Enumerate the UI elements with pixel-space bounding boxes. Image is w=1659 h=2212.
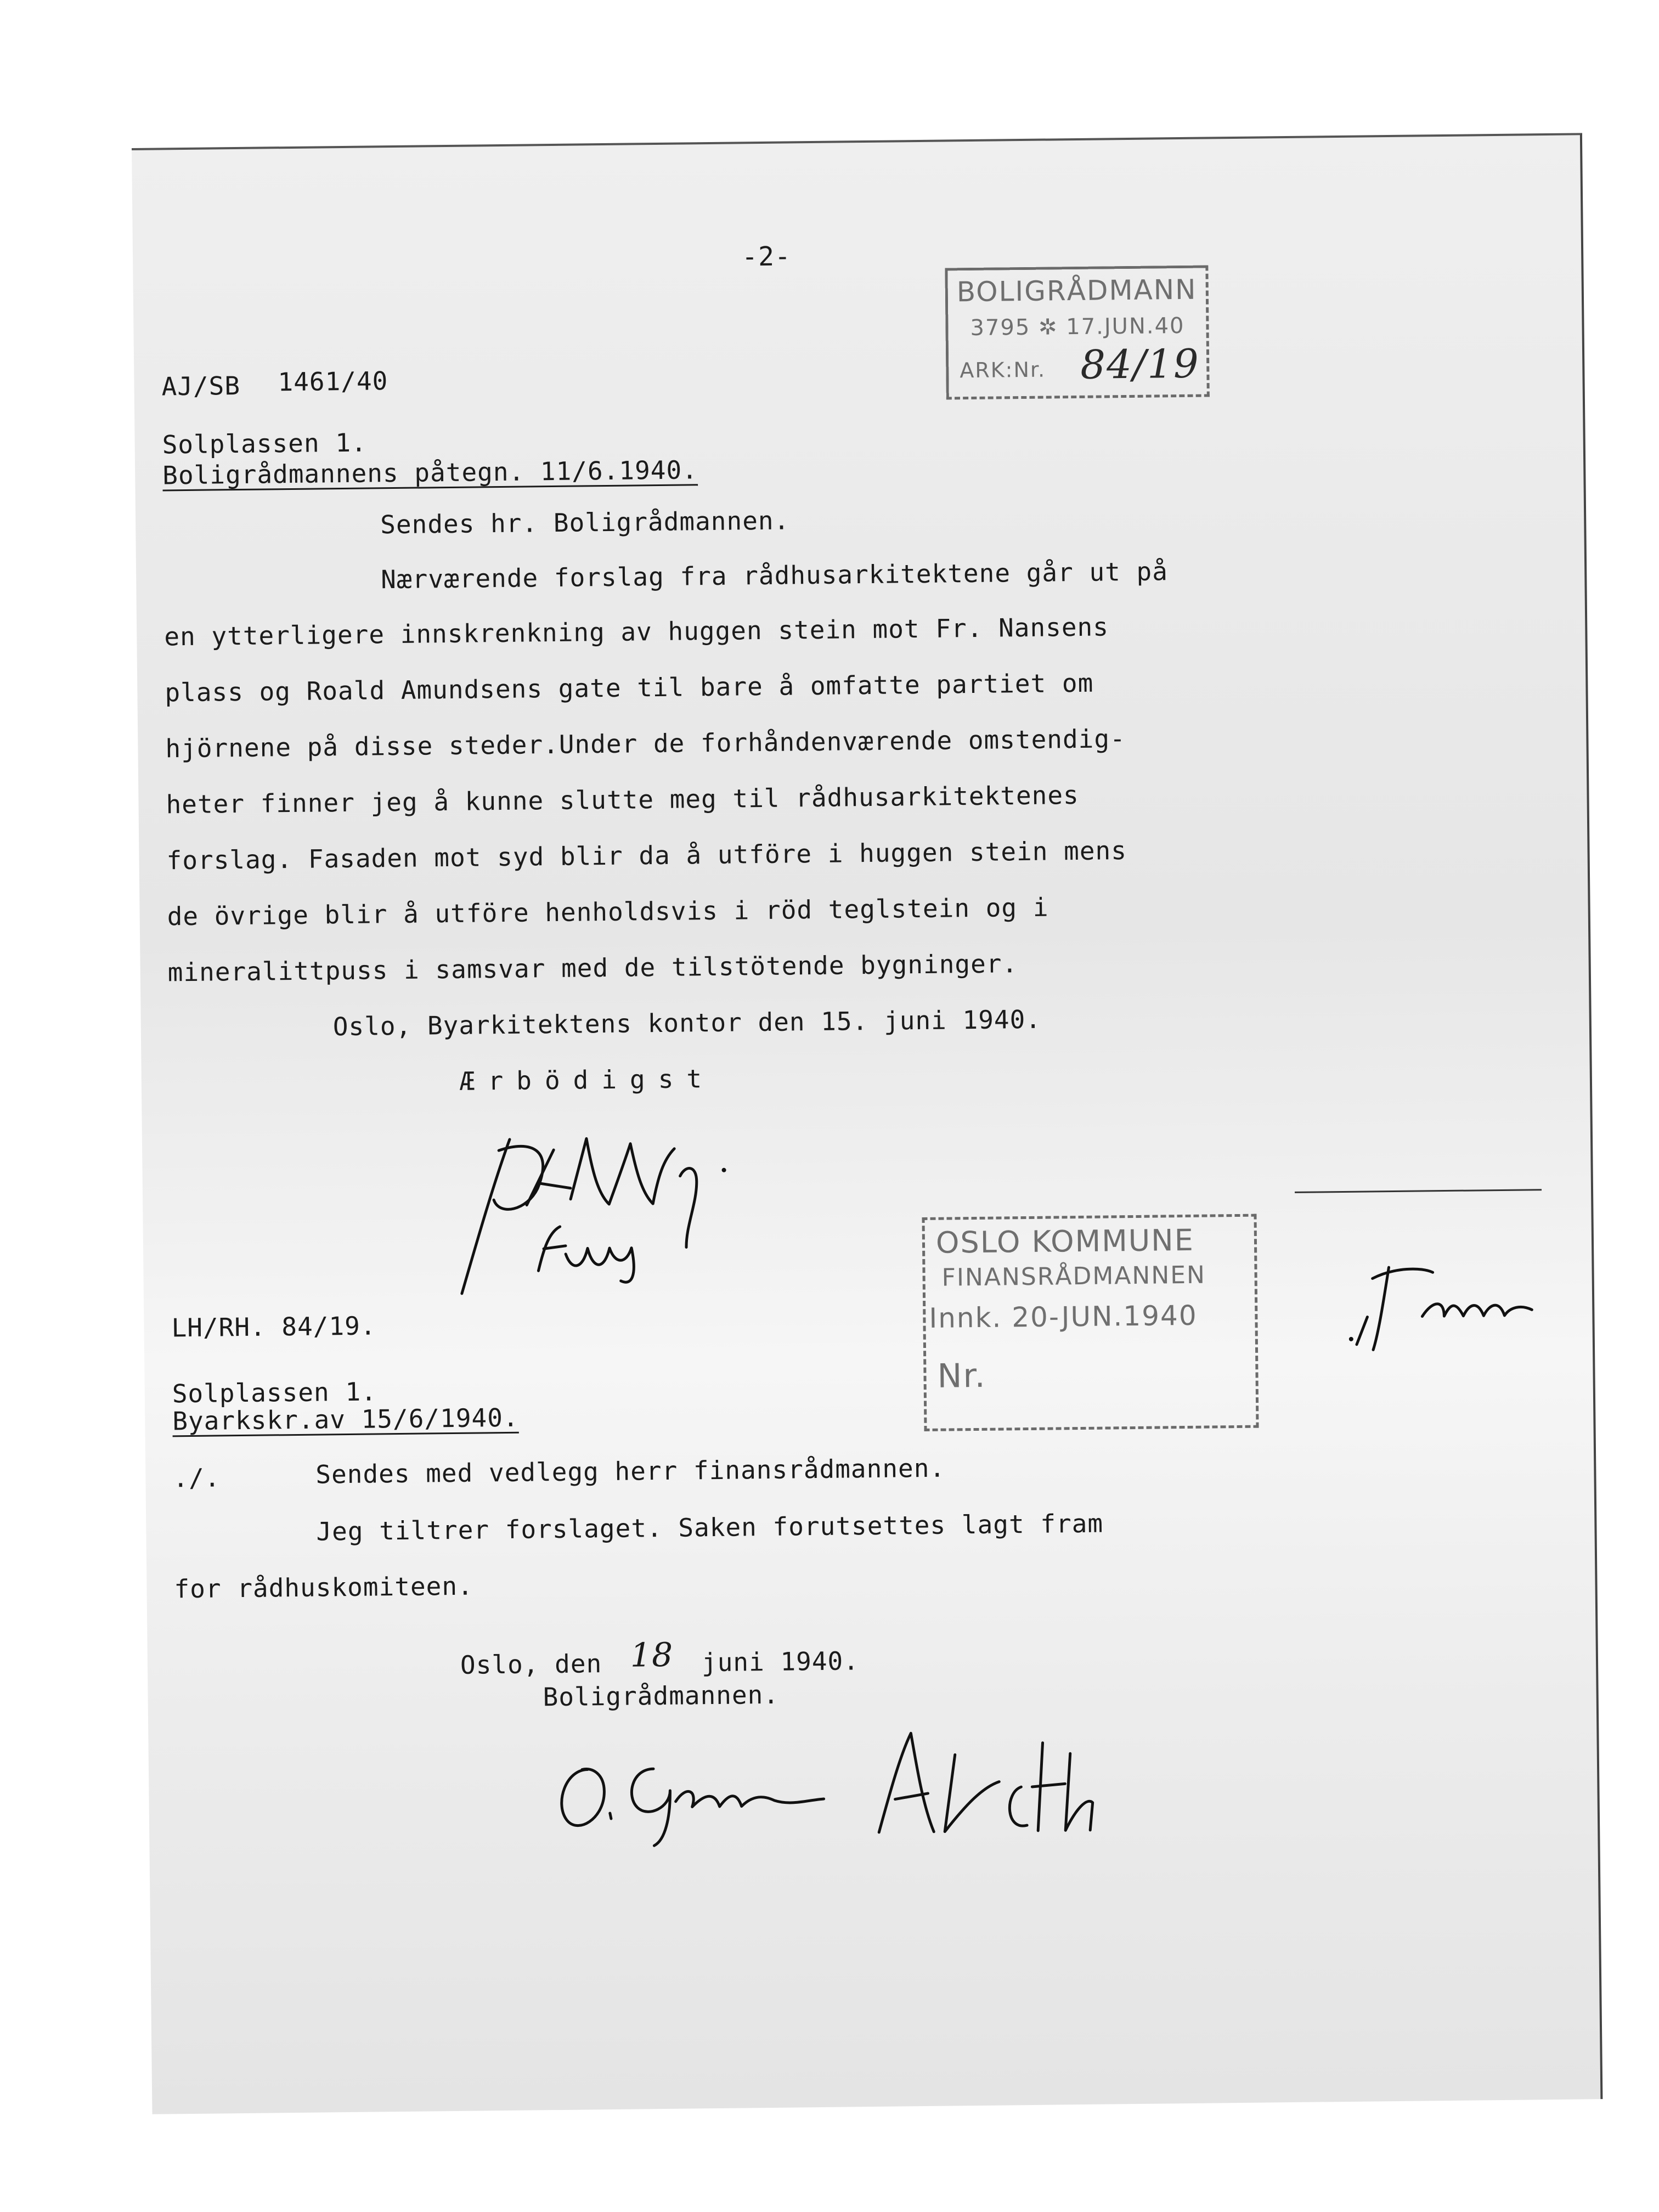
stamp-date: Innk. 20-JUN.1940	[929, 1299, 1198, 1334]
reference-number: 1461/40	[278, 366, 388, 397]
sendes-line: Sendes hr. Boligrådmannen.	[380, 505, 790, 540]
oslo-kommune-stamp	[922, 1214, 1259, 1431]
signature-fung	[532, 1215, 653, 1287]
body-line: forslag. Fasaden mot syd blir da å utföre i huggen stein mens	[166, 836, 1127, 876]
stamp-title: BOLIGRÅDMANN	[956, 273, 1197, 308]
boligradmann-stamp	[945, 265, 1209, 399]
body-line: en ytterligere innskrenkning av huggen stein mot Fr. Nansens	[164, 612, 1109, 652]
closing: Ærbödigst	[459, 1063, 715, 1096]
address: Solplassen 1.	[162, 427, 367, 460]
enclosure-mark: ./.	[173, 1463, 221, 1493]
signature-rule	[1295, 1189, 1542, 1193]
place-date: Oslo, Byarkitektens kontor den 15. juni 1940.	[332, 1004, 1042, 1042]
signature-gasse	[543, 1734, 830, 1858]
signatory: Boligrådmannen.	[543, 1679, 780, 1712]
approval-line-cont: for rådhuskomiteen.	[174, 1571, 473, 1604]
stamp-number-label: Nr.	[937, 1356, 987, 1396]
date-prefix: Oslo, den	[460, 1649, 602, 1680]
address-2: Solplassen 1.	[172, 1376, 377, 1409]
body-line: de övrige blir å utföre henholdsvis i röd teglstein og i	[167, 892, 1049, 932]
side-signature	[1339, 1244, 1549, 1356]
body-line: Nærværende forslag fra rådhusarkitektene går ut på	[380, 556, 1169, 595]
subject-line: Boligrådmannens påtegn. 11/6.1940.	[162, 455, 698, 490]
stamp-ark-value: 84/19	[1080, 340, 1200, 388]
stamp-title: OSLO KOMMUNE	[935, 1222, 1195, 1260]
reference-code-2: LH/RH. 84/19.	[171, 1311, 376, 1343]
body-line: heter finner jeg å kunne slutte meg til rådhusarkitektenes	[166, 780, 1080, 820]
subject-line-2: Byarkskr.av 15/6/1940.	[172, 1402, 519, 1436]
date-day: 18	[630, 1635, 674, 1675]
page-number: -2-	[741, 241, 792, 273]
stamp-ark-label: ARK:Nr.	[960, 357, 1046, 383]
date-suffix: juni 1940.	[701, 1646, 860, 1678]
signature-second	[856, 1720, 1121, 1865]
reference-code: AJ/SB	[161, 370, 241, 402]
stamp-date: 3795 ✲ 17.JUN.40	[970, 313, 1185, 341]
body-line: mineralittpuss i samsvar med de tilstötende bygninger.	[167, 949, 1018, 988]
body-line: hjörnene på disse steder.Under de forhåndenværende omstendig-	[165, 724, 1126, 764]
approval-line: Jeg tiltrer forslaget. Saken forutsettes lagt fram	[316, 1508, 1104, 1547]
body-line: plass og Roald Amundsens gate til bare å omfatte partiet om	[165, 668, 1094, 708]
stamp-department: FINANSRÅDMANNEN	[941, 1261, 1206, 1292]
document-page	[132, 133, 1602, 2114]
sendes-line-2: Sendes med vedlegg herr finansrådmannen.	[315, 1453, 946, 1489]
